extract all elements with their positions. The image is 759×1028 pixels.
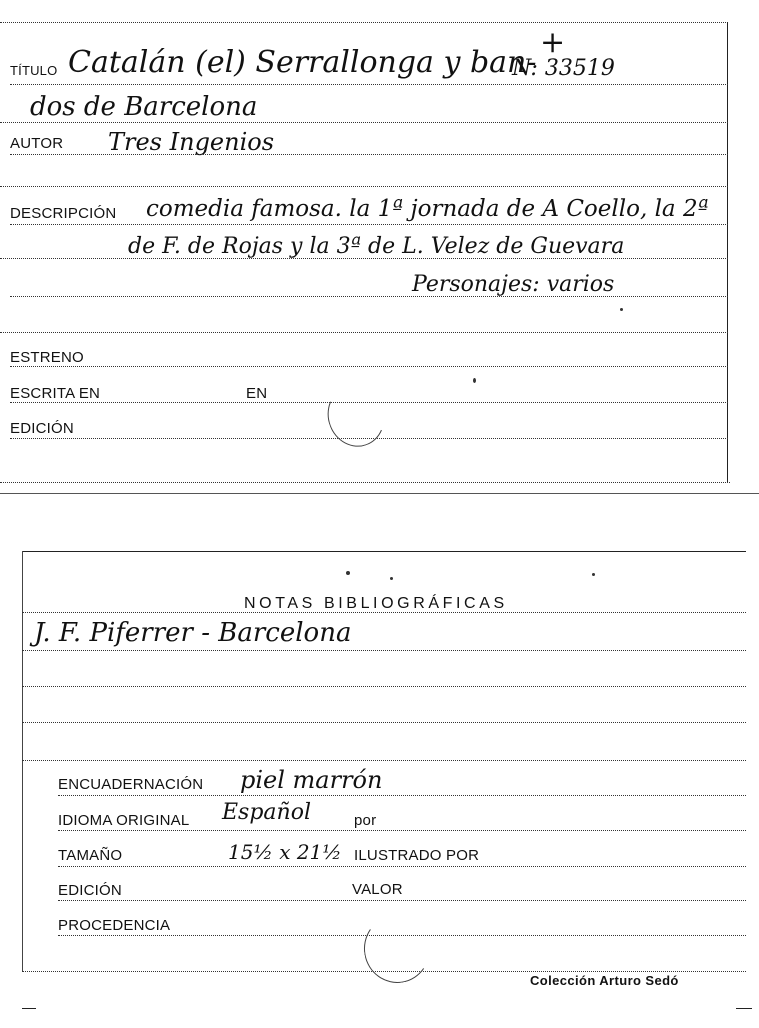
titulo-label: TÍTULO [10, 63, 58, 78]
idioma-label: IDIOMA ORIGINAL [58, 812, 190, 829]
card1-top-border [0, 22, 728, 23]
edicion-label: EDICIÓN [10, 420, 74, 437]
idioma-value: Español [222, 800, 311, 825]
valor-label: VALOR [352, 881, 403, 898]
descripcion-rule [10, 224, 728, 225]
punch-hole-mark [319, 377, 393, 454]
descripcion-value-line2: de F. de Rojas y la 3ª de L. Velez de Guevara [128, 234, 625, 259]
encuadernacion-label: ENCUADERNACIÓN [58, 776, 204, 793]
notas-rule-5 [22, 760, 746, 761]
nota-line1: J. F. Piferrer - Barcelona [34, 618, 352, 648]
idioma-rule [58, 830, 746, 831]
descripcion-label: DESCRIPCIÓN [10, 205, 117, 222]
titulo-value-line2: dos de Barcelona [30, 92, 258, 122]
descripcion-value-line1: comedia famosa. la 1ª jornada de A Coello, la 2ª [146, 196, 709, 222]
edicion2-label: EDICIÓN [58, 882, 122, 899]
titulo-rule-2 [0, 122, 728, 123]
notas-rule [22, 612, 746, 613]
descripcion-rule-3 [10, 296, 728, 297]
titulo-value-line1: Catalán (el) Serrallonga y ban- [68, 45, 537, 80]
card2-left-border [22, 551, 23, 971]
notas-rule-3 [22, 686, 746, 687]
descripcion-rule-4 [0, 332, 728, 333]
autor-rule-2 [0, 186, 728, 187]
cross-mark: + [540, 25, 566, 60]
ilustrado-label: ILUSTRADO POR [354, 847, 480, 864]
notas-rule-4 [22, 722, 746, 723]
speck [390, 577, 393, 580]
edge-mark [736, 1008, 752, 1009]
por-label: por [354, 812, 377, 829]
encuadernacion-rule [58, 795, 746, 796]
edicion2-rule [58, 900, 746, 901]
edge-mark [22, 1008, 36, 1009]
punch-hole-mark [359, 910, 436, 988]
card-divider [0, 493, 759, 494]
autor-label: AUTOR [10, 135, 64, 152]
autor-value: Tres Ingenios [108, 128, 275, 156]
descripcion-rule-2 [0, 258, 728, 259]
tamano-label: TAMAÑO [58, 847, 123, 864]
notas-heading: NOTAS BIBLIOGRÁFICAS [244, 595, 508, 612]
escrita-label: ESCRITA EN [10, 385, 101, 402]
card1-bottom-border [0, 482, 730, 483]
numero-value: N: 33519 [512, 56, 615, 81]
speck [346, 571, 350, 575]
coleccion-stamp: Colección Arturo Sedó [530, 973, 679, 988]
tamano-value: 15½ x 21½ [228, 840, 342, 864]
estreno-label: ESTRENO [10, 349, 84, 366]
autor-rule [10, 154, 728, 155]
descripcion-value-line3: Personajes: varios [412, 272, 615, 297]
en-label: EN [246, 385, 268, 402]
procedencia-label: PROCEDENCIA [58, 917, 171, 934]
titulo-rule [10, 84, 728, 85]
speck [592, 573, 595, 576]
card2-top-border [22, 551, 746, 552]
encuadernacion-value: piel marrón [240, 766, 383, 794]
speck [473, 378, 476, 383]
tamano-rule [58, 866, 746, 867]
card1-right-border [727, 22, 728, 482]
notas-rule-2 [22, 650, 746, 651]
estreno-rule [10, 366, 728, 367]
speck [620, 308, 623, 311]
